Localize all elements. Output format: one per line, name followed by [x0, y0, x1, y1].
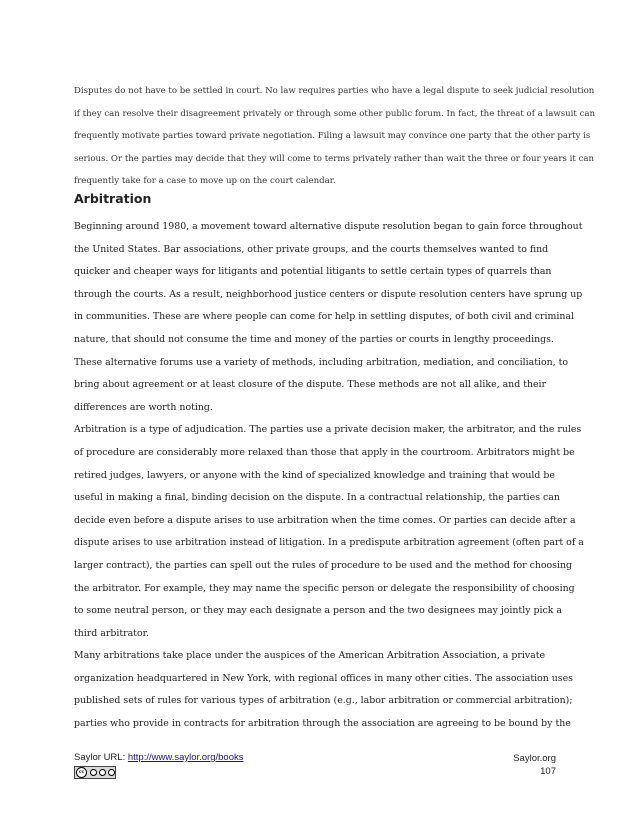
text-line: the United States. Bar associations, other private groups, and the courts themselves wanted to find	[74, 243, 549, 255]
text-line: retired judges, lawyers, or anyone with the kind of specialized knowledge and training that would be	[74, 469, 555, 481]
footer-url-label: Saylor URL:	[74, 752, 128, 763]
saylor-books-link[interactable]: http://www.saylor.org/books	[127, 752, 244, 763]
text-line: of procedure are considerably more relaxed than those that apply in the courtroom. Arbitrators might be	[74, 446, 575, 458]
intro-paragraph	[74, 80, 596, 193]
section-heading: Arbitration	[74, 191, 152, 206]
attribution-icon	[108, 769, 115, 776]
section-body	[74, 216, 584, 736]
text-line: frequently take for a case to move up on the court calendar.	[74, 176, 336, 186]
page-number: 107	[540, 766, 556, 777]
text-line: in communities. These are where people can come for help in settling disputes, of both civil and criminal	[74, 311, 575, 323]
attribution-icon	[99, 769, 106, 776]
text-line: to some neutral person, or they may each designate a person and the two designees may jointly pick a	[74, 605, 562, 617]
text-line: third arbitrator.	[74, 627, 150, 639]
text-line: organization headquartered in New York, with regional offices in many other cities. The association uses	[74, 672, 573, 684]
text-line: Disputes do not have to be settled in court. No law requires parties who have a legal dispute to seek judicial resolution	[74, 86, 595, 96]
text-line: frequently motivate parties toward private negotiation. Filing a lawsuit may convince one party that the other party is	[74, 131, 591, 141]
text-line: serious. Or the parties may decide that they will come to terms privately rather than wait the three or four years it can	[74, 153, 595, 164]
text-line: quicker and cheaper ways for litigants and potential litigants to settle certain types of quarrels than	[74, 266, 552, 278]
footer-site: Saylor.org	[513, 753, 556, 764]
text-line: dispute arises to use arbitration instead of litigation. In a predispute arbitration agreement (often part of a	[74, 537, 584, 549]
license-icons	[90, 769, 115, 776]
text-line: the arbitrator. For example, they may name the specific person or delegate the responsibility of choosing	[74, 582, 575, 594]
text-line: through the courts. As a result, neighborhood justice centers or dispute resolution centers have sprung up	[74, 288, 583, 300]
text-line: Beginning around 1980, a movement toward alternative dispute resolution began to gain force throughout	[74, 221, 583, 232]
text-line: parties who provide in contracts for arbitration through the association are agreeing to be bound by the	[74, 718, 571, 730]
text-line: useful in making a final, binding decision on the dispute. In a contractual relationship, the parties can	[74, 492, 560, 504]
text-line: larger contract), the parties can spell out the rules of procedure to be used and the method for choosing	[74, 559, 572, 571]
text-line: These alternative forums use a variety of methods, including arbitration, mediation, and conciliation, to	[74, 356, 569, 368]
text-line: if they can resolve their disagreement privately or through some other public forum. In fact, the threat of a lawsuit can	[74, 108, 596, 119]
attribution-icon	[90, 769, 97, 776]
creative-commons-by-icon	[74, 766, 116, 779]
footer-right	[513, 752, 556, 778]
text-line: Arbitration is a type of adjudication. The parties use a private decision maker, the arbitrator, and the rules	[74, 424, 582, 436]
text-line: bring about agreement or at least closure of the dispute. These methods are not all alike, and their	[74, 379, 547, 391]
text-line: published sets of rules for various types of arbitration (e.g., labor arbitration or commercial arbitration);	[74, 695, 573, 707]
text-line: differences are worth noting.	[74, 401, 213, 413]
text-line: decide even before a dispute arises to use arbitration when the time comes. Or parties can decide after a	[74, 514, 576, 526]
footer-source	[74, 752, 244, 763]
text-line: nature, that should not consume the time and money of the parties or courts in lengthy proceedings.	[74, 333, 554, 345]
text-line: Many arbitrations take place under the auspices of the American Arbitration Association, a private	[74, 650, 546, 662]
cc-logo-icon: cc	[76, 767, 87, 778]
